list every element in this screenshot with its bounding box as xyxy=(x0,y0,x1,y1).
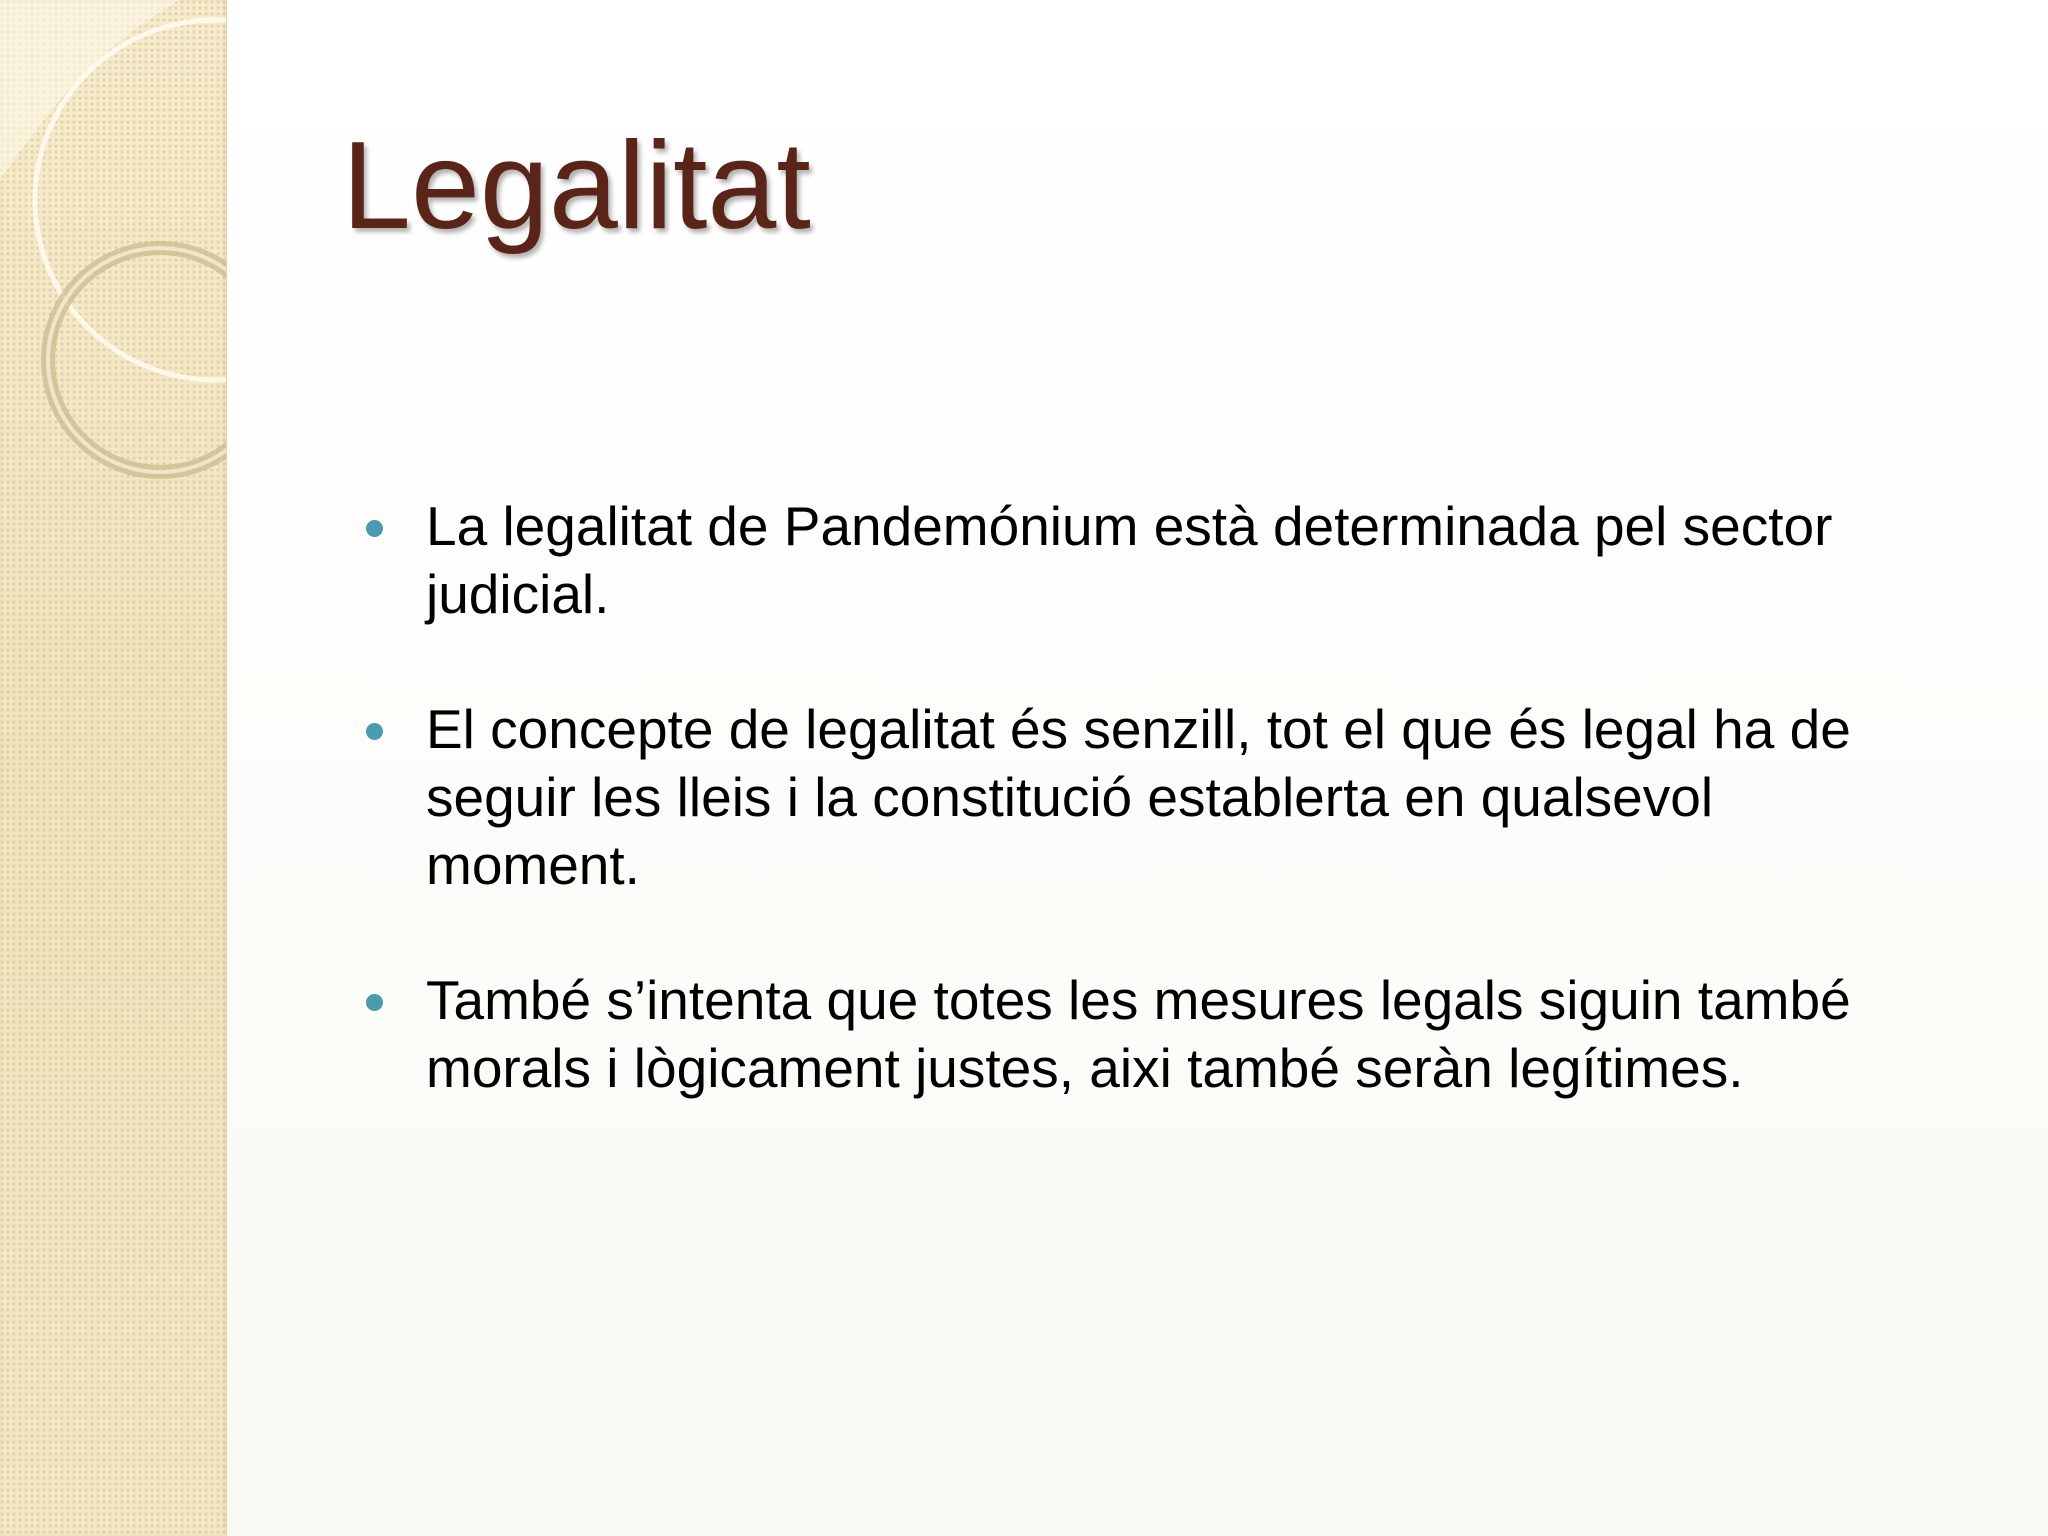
bullet-dot-icon xyxy=(366,520,383,537)
bullet-text: La legalitat de Pandemónium està determinada pel sector judicial. xyxy=(426,495,1833,625)
bullet-text: El concepte de legalitat és senzill, tot el que és legal ha de seguir les lleis i la constitució establerta en qualsevol moment. xyxy=(426,698,1851,896)
bullet-text: També s’intenta que totes les mesures legals siguin també morals i lògicament justes, aixi també seràn legítimes. xyxy=(426,969,1851,1099)
slide-title: Legalitat xyxy=(342,117,811,255)
bullet-dot-icon xyxy=(366,994,383,1011)
bullet-item xyxy=(360,966,1920,1102)
bullet-dot-icon xyxy=(366,723,383,740)
bullet-list xyxy=(360,492,1920,1169)
bullet-item xyxy=(360,492,1920,628)
bullet-item xyxy=(360,695,1920,899)
